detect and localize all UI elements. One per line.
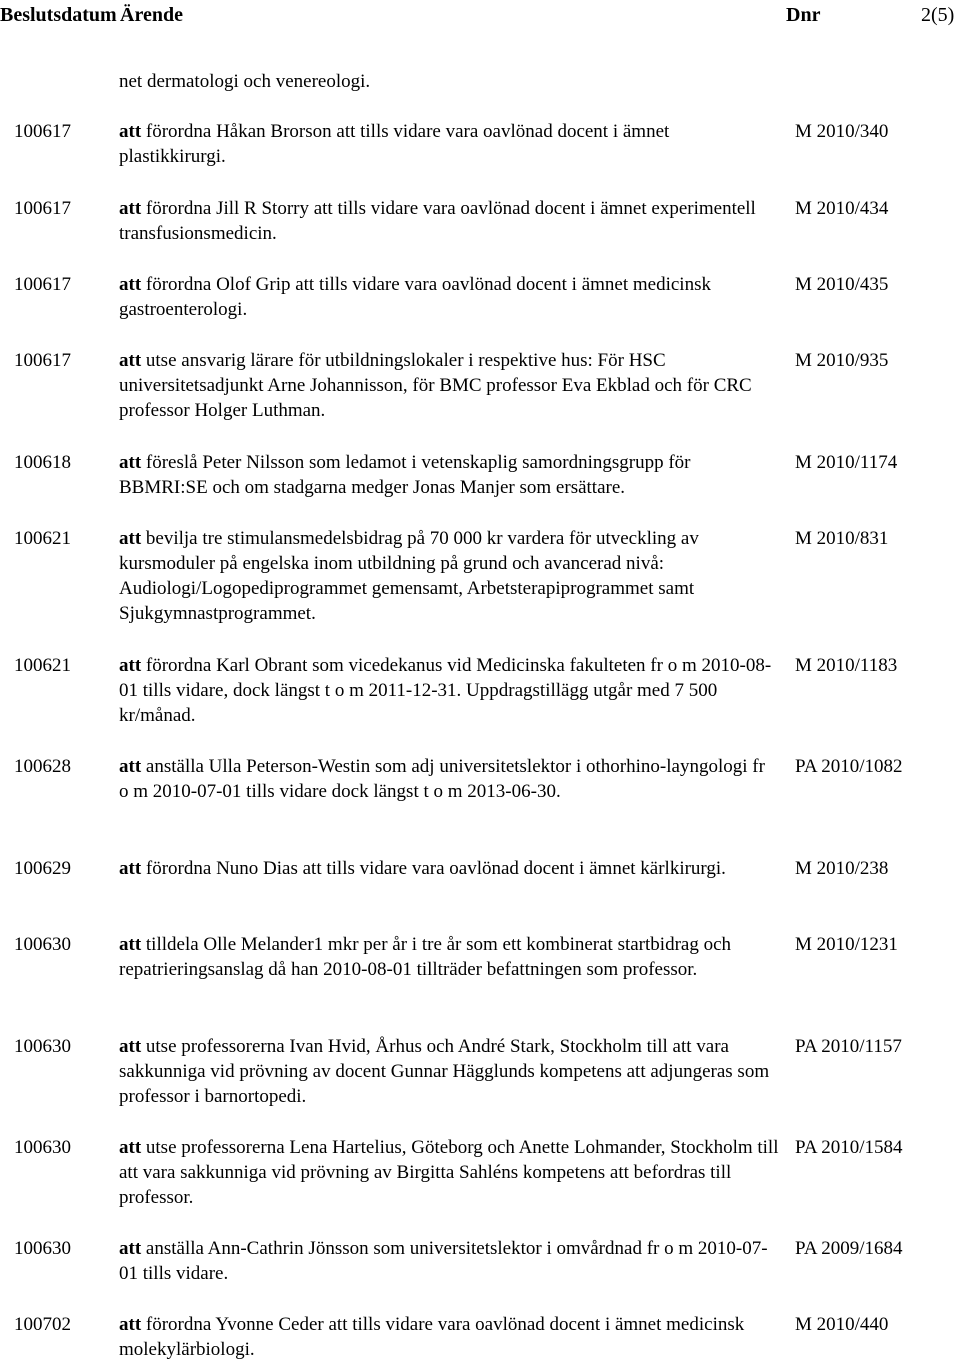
decision-body: förordna Nuno Dias att tills vidare vara oavlönad docent i ämnet kärlkirurgi. xyxy=(141,858,726,879)
decision-body: anställa Ann-Cathrin Jönsson som universitetslektor i omvårdnad fr o m 2010-07-01 tills vidare. xyxy=(119,1238,768,1284)
decision-text xyxy=(119,653,779,728)
att-keyword: att xyxy=(119,1036,142,1057)
decision-dnr: M 2010/831 xyxy=(795,528,889,549)
decision-body: tilldela Olle Melander1 mkr per år i tre år som ett kombinerat startbidrag och repatrieringsanslag då han 2010-08-01 tillträder befattningen som professor. xyxy=(119,934,732,980)
decision-dnr: PA 2010/1584 xyxy=(795,1137,903,1158)
decision-date: 100621 xyxy=(14,528,71,549)
decision-date: 100621 xyxy=(14,655,71,676)
decision-dnr: M 2010/434 xyxy=(795,198,889,219)
header-arende: Ärende xyxy=(120,4,183,26)
page-number: 2(5) xyxy=(921,4,955,26)
att-keyword: att xyxy=(119,274,142,295)
decision-dnr: M 2010/340 xyxy=(795,121,889,142)
continued-text: net dermatologi och venereologi. xyxy=(119,71,371,92)
page-header xyxy=(0,3,960,29)
decision-date: 100617 xyxy=(14,198,71,219)
decision-date: 100617 xyxy=(14,121,71,142)
decision-dnr: M 2010/238 xyxy=(795,858,889,879)
decision-dnr: PA 2010/1082 xyxy=(795,756,903,777)
decision-dnr: M 2010/935 xyxy=(795,350,889,371)
decision-date: 100702 xyxy=(14,1314,71,1335)
decision-text xyxy=(119,196,779,246)
decision-date: 100629 xyxy=(14,858,71,879)
decision-dnr: M 2010/1231 xyxy=(795,934,898,955)
decision-date: 100630 xyxy=(14,1238,71,1259)
decision-text xyxy=(119,1312,779,1362)
att-keyword: att xyxy=(119,198,142,219)
decision-body: utse professorerna Ivan Hvid, Århus och André Stark, Stockholm till att vara sakkunniga vid prövning av docent Gunnar Hägglunds kompetens att adjungeras som professor i barnortopedi. xyxy=(119,1036,770,1107)
decision-text xyxy=(119,1135,779,1210)
att-keyword: att xyxy=(119,1238,142,1259)
decision-date: 100618 xyxy=(14,452,71,473)
decision-text xyxy=(119,348,779,423)
att-keyword: att xyxy=(119,1137,142,1158)
header-dnr: Dnr xyxy=(786,4,821,26)
header-beslutsdatum: Beslutsdatum xyxy=(0,4,117,26)
decision-text xyxy=(119,754,779,804)
att-keyword: att xyxy=(119,1314,142,1335)
decision-dnr: M 2010/440 xyxy=(795,1314,889,1335)
decision-body: förordna Karl Obrant som vicedekanus vid Medicinska fakulteten fr o m 2010-08-01 tills vidare, dock längst t o m 2011-12-31. Uppdragstillägg utgår med 7 500 kr/månad. xyxy=(119,655,772,726)
att-keyword: att xyxy=(119,858,142,879)
decision-body: utse ansvarig lärare för utbildningslokaler i respektive hus: För HSC universitetsadjunkt Arne Johannisson, för BMC professor Eva Ekblad och för CRC professor Holger Luthman. xyxy=(119,350,752,421)
decision-dnr: PA 2010/1157 xyxy=(795,1036,902,1057)
decision-date: 100628 xyxy=(14,756,71,777)
decision-body: bevilja tre stimulansmedelsbidrag på 70 000 kr vardera för utveckling av kursmoduler på engelska inom utbildning på grund och avancerad nivå: Audiologi/Logopediprogrammet gemensamt, Arbetsterapiprogrammet samt Sjukgymnastprogrammet. xyxy=(119,528,699,624)
decision-text xyxy=(119,932,779,982)
decision-date: 100630 xyxy=(14,934,71,955)
decision-date: 100630 xyxy=(14,1137,71,1158)
decision-body: förordna Yvonne Ceder att tills vidare vara oavlönad docent i ämnet medicinsk molekylärbiologi. xyxy=(119,1314,745,1360)
decision-text xyxy=(119,1034,779,1109)
decision-body: utse professorerna Lena Hartelius, Göteborg och Anette Lohmander, Stockholm till att vara sakkunniga vid prövning av Birgitta Sahléns kompetens att befordras till professor. xyxy=(119,1137,779,1208)
decision-body: föreslå Peter Nilsson som ledamot i vetenskaplig samordningsgrupp för BBMRI:SE och om stadgarna medger Jonas Manjer som ersättare. xyxy=(119,452,691,498)
att-keyword: att xyxy=(119,350,142,371)
decision-body: förordna Jill R Storry att tills vidare vara oavlönad docent i ämnet experimentell transfusionsmedicin. xyxy=(119,198,756,244)
att-keyword: att xyxy=(119,756,142,777)
decision-body: anställa Ulla Peterson-Westin som adj universitetslektor i othorhino-layngologi fr o m 2010-07-01 tills vidare dock längst t o m 2013-06-30. xyxy=(119,756,765,802)
att-keyword: att xyxy=(119,934,142,955)
decision-dnr: M 2010/1174 xyxy=(795,452,898,473)
att-keyword: att xyxy=(119,655,142,676)
decision-dnr: M 2010/1183 xyxy=(795,655,898,676)
decision-text xyxy=(119,450,779,500)
decision-date: 100630 xyxy=(14,1036,71,1057)
decision-dnr: M 2010/435 xyxy=(795,274,889,295)
att-keyword: att xyxy=(119,121,142,142)
decision-text xyxy=(119,526,779,626)
decision-text xyxy=(119,119,779,169)
decision-body: förordna Håkan Brorson att tills vidare vara oavlönad docent i ämnet plastikkirurgi. xyxy=(119,121,670,167)
att-keyword: att xyxy=(119,528,142,549)
decision-text xyxy=(119,272,779,322)
decision-body: förordna Olof Grip att tills vidare vara oavlönad docent i ämnet medicinsk gastroenterologi. xyxy=(119,274,711,320)
decision-dnr: PA 2009/1684 xyxy=(795,1238,903,1259)
decision-date: 100617 xyxy=(14,274,71,295)
decision-text xyxy=(119,856,779,881)
att-keyword: att xyxy=(119,452,142,473)
decision-date: 100617 xyxy=(14,350,71,371)
decision-text xyxy=(119,1236,779,1286)
